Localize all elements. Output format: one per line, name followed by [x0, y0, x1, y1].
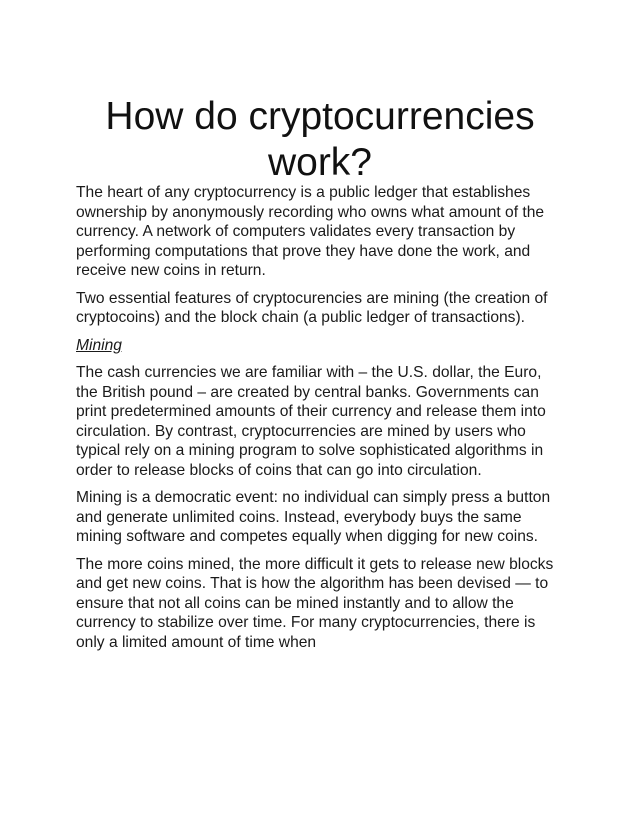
mining-paragraph-3: The more coins mined, the more difficult it gets to release new blocks and get new coins. That is how the algorithm has been devised — to ensure that not all coins can be mined instantly and to allow the currency to stabilize over time. For many cryptocurrencies, there is only a limited amount of time when: [76, 555, 554, 651]
mining-paragraph-2: Mining is a democratic event: no individual can simply press a button and generate unlimited coins. Instead, everybody buys the same mining software and competes equally when digging for new coins.: [76, 489, 551, 545]
intro-paragraph-1: The heart of any cryptocurrency is a public ledger that establishes ownership by anonymously recording who owns what amount of the currency. A network of computers validates every transaction by performing computations that prove they have done the work, and receive new coins in return.: [76, 184, 545, 279]
mining-paragraph-1: The cash currencies we are familiar with – the U.S. dollar, the Euro, the British pound – are created by central banks. Governments can print predetermined amounts of their currency and release them into circulation. By contrast, cryptocurrencies are mined by users who typical rely on a mining program to solve sophisticated algorithms in order to release blocks of coins that can go into circulation.: [76, 364, 546, 479]
section-heading-mining: Mining: [76, 336, 122, 354]
intro-paragraph-2: Two essential features of cryptocurencies are mining (the creation of cryptocoins) and the block chain (a public ledger of transactions).: [76, 289, 548, 326]
document-body: [76, 183, 566, 660]
page-title: How do cryptocurrencies work?: [105, 95, 535, 184]
